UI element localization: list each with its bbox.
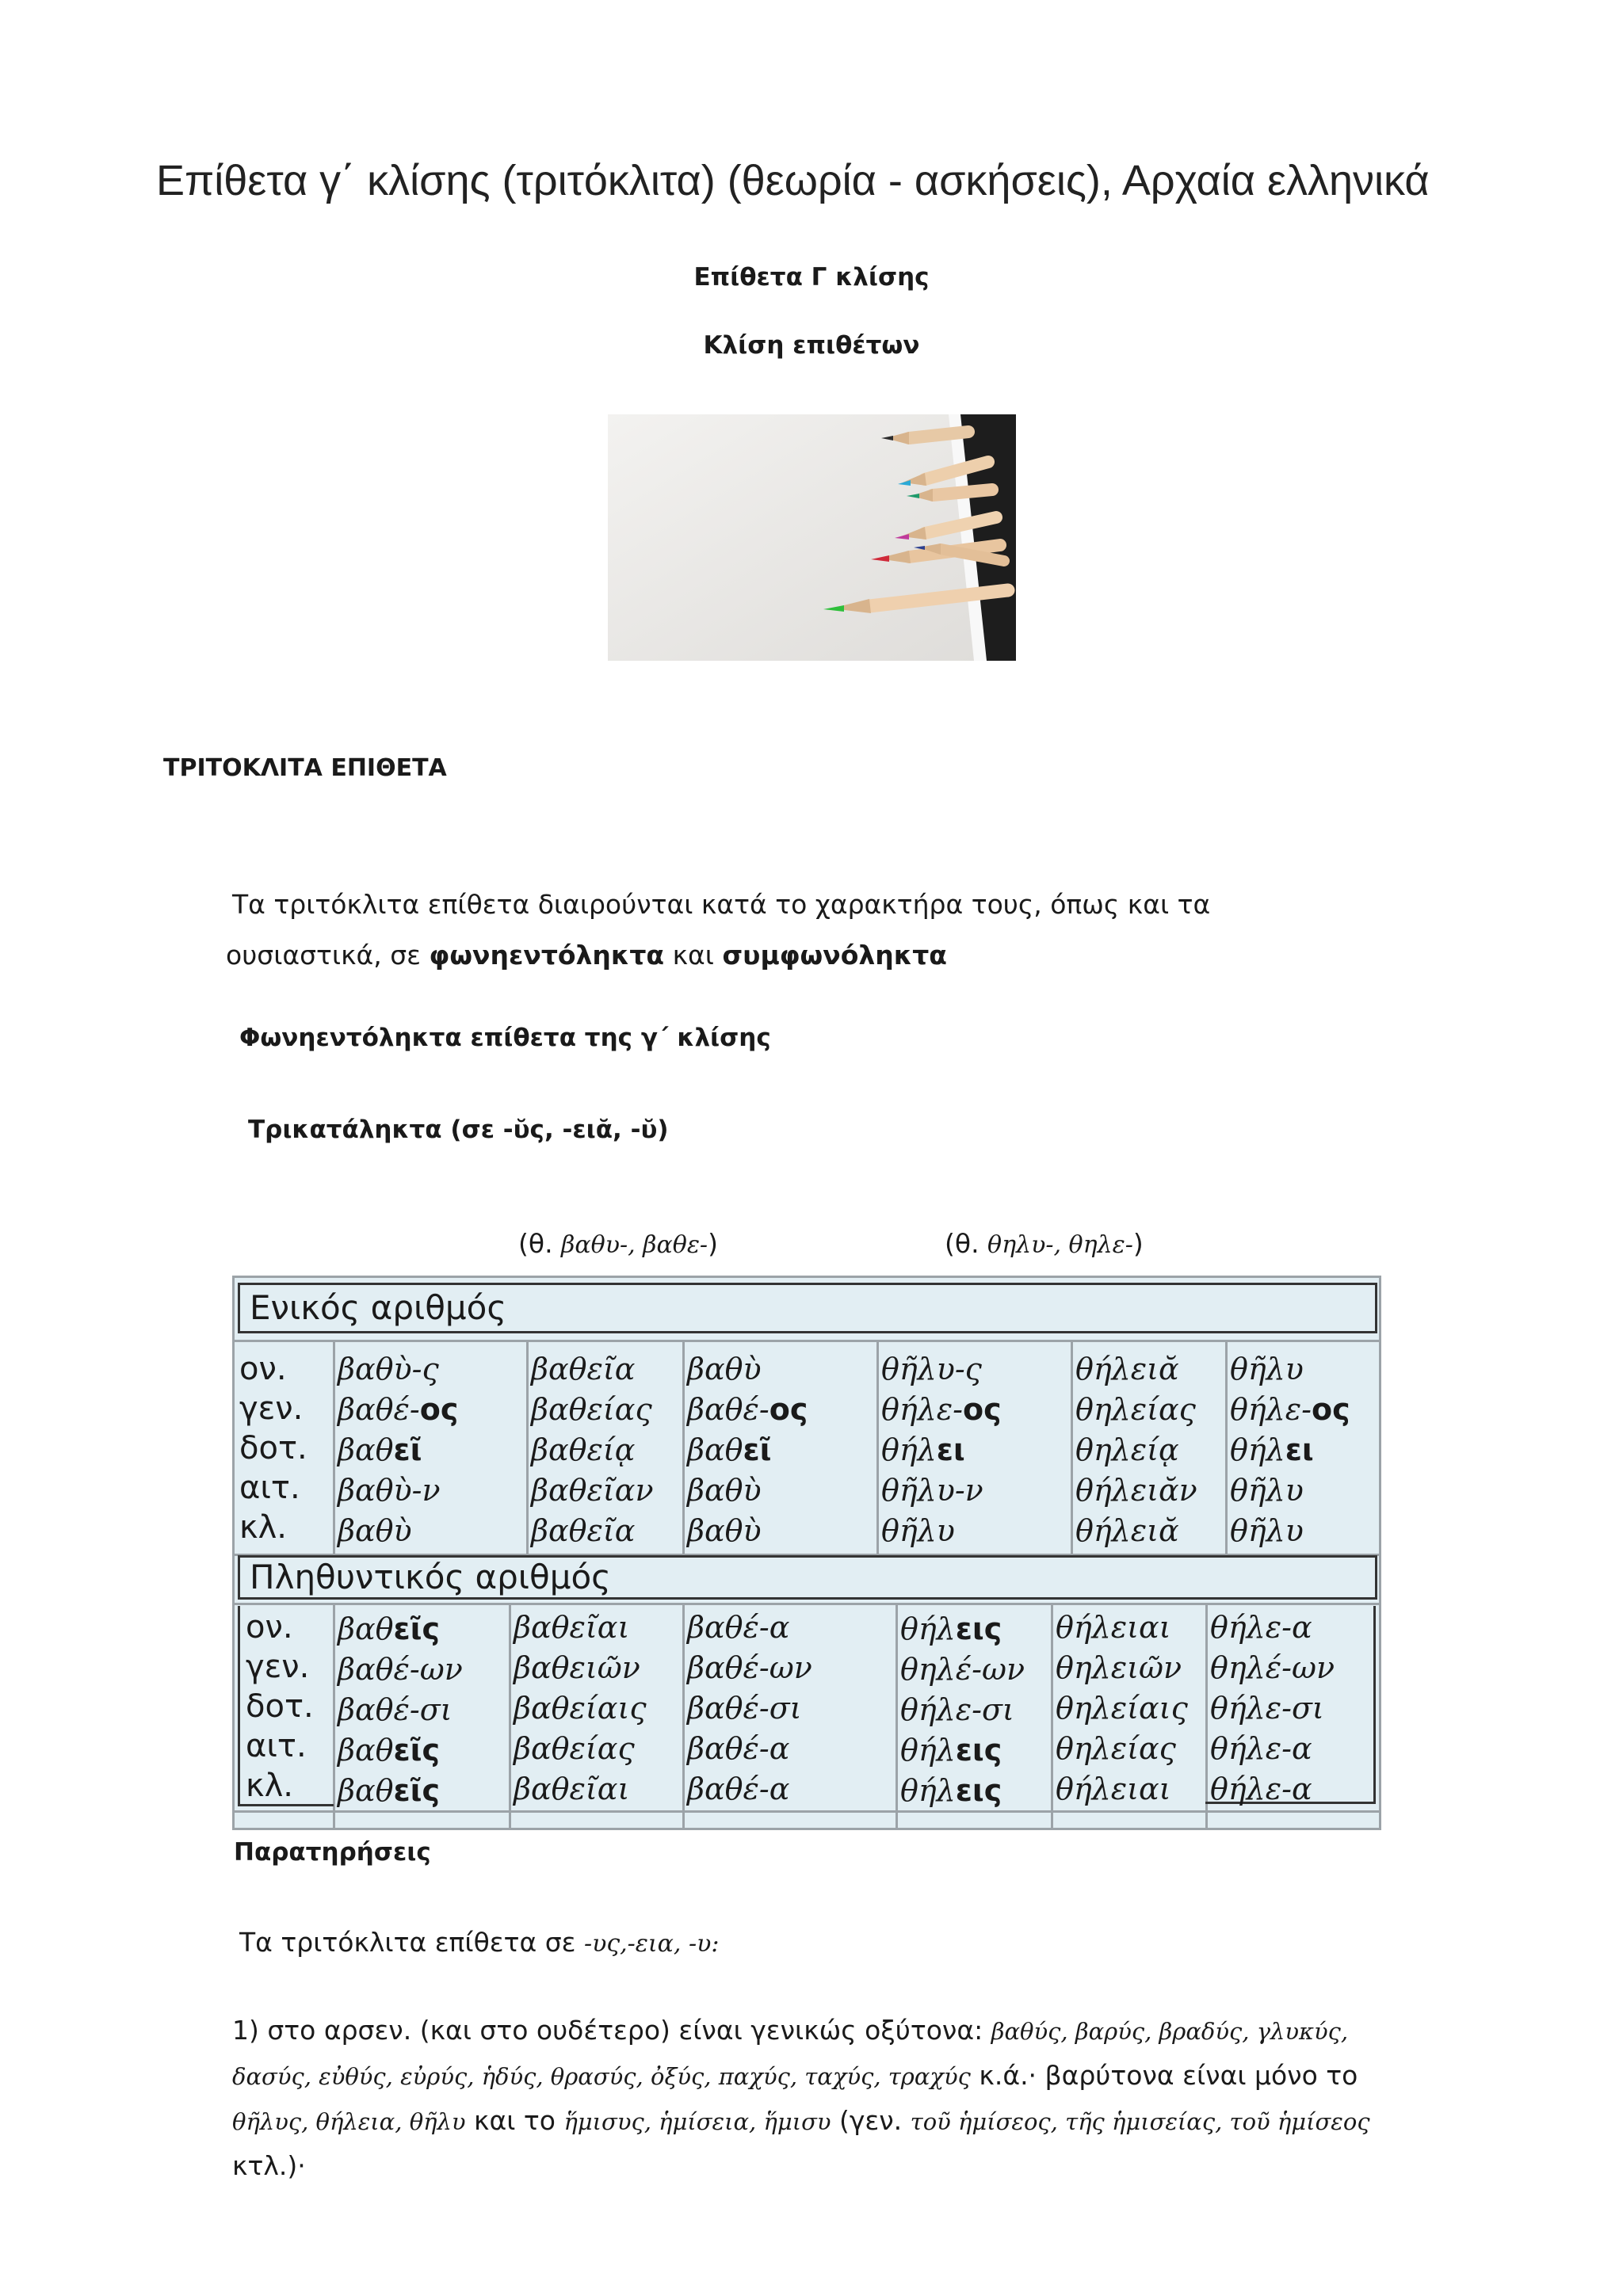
- plural-bathys-feminine: [514, 1608, 647, 1810]
- word-form: θήλειαι: [1056, 1772, 1171, 1806]
- word-form: θηλέ-ων: [900, 1652, 1025, 1687]
- word-form: βαθεῖαι: [514, 1772, 630, 1806]
- stem-suffix: ): [708, 1228, 718, 1259]
- word-form: βαθὺ: [687, 1473, 762, 1508]
- word-form: βαθείας: [531, 1392, 652, 1427]
- obs1-text: (γεν.: [831, 2105, 911, 2136]
- case-label: κλ.: [246, 1768, 293, 1804]
- word-form: θήλε-α: [1210, 1731, 1312, 1766]
- singular-cases: [239, 1349, 307, 1547]
- word-form: θηλείαις: [1056, 1691, 1188, 1726]
- obs1-thelys: θῆλυς, θήλεια, θῆλυ: [232, 2108, 466, 2135]
- word-form: θῆλυ: [1230, 1352, 1304, 1386]
- word-form: θήλεις: [900, 1733, 1002, 1768]
- word-form: θηλειῶν: [1056, 1650, 1182, 1685]
- ending-bold: ει: [936, 1432, 965, 1467]
- word-form: βαθέ-α: [687, 1610, 790, 1645]
- singular-thelys-masculine: [881, 1349, 1002, 1551]
- declension-table: [232, 1276, 1381, 1830]
- word-form: βαθεῖα: [531, 1513, 636, 1548]
- case-label: γεν.: [239, 1390, 304, 1427]
- plural-label: Πληθυντικός αριθμός: [238, 1555, 1377, 1600]
- stem-italic: θηλυ-, θηλε-: [987, 1231, 1133, 1259]
- singular-label: Ενικός αριθμός: [238, 1283, 1377, 1333]
- word-form: βαθέ-α: [687, 1772, 790, 1806]
- plural-thelys-neuter: [1210, 1608, 1335, 1810]
- intro-bold-vowel: φωνηεντόληκτα: [429, 940, 665, 971]
- ending-bold: εῖς: [393, 1773, 440, 1808]
- section-heading: ΤΡΙΤΟΚΛΙΤΑ ΕΠΙΘΕΤΑ: [163, 754, 447, 782]
- word-form: βαθεῖς: [338, 1611, 440, 1646]
- word-form: βαθὺ: [338, 1513, 412, 1548]
- word-form: θῆλυ-ς: [881, 1352, 982, 1386]
- ending-bold: εῖς: [393, 1733, 440, 1768]
- intro-paragraph: [226, 879, 1358, 981]
- word-form: βαθὺ-ς: [338, 1352, 439, 1386]
- obs1-text: κ.ά.· βαρύτονα είναι μόνο το: [970, 2060, 1358, 2091]
- word-form: βαθείας: [514, 1731, 635, 1766]
- word-form: θήλει: [1230, 1432, 1314, 1467]
- singular-bathys-neuter: [687, 1349, 808, 1551]
- subtitle-declension: Κλίση επιθέτων: [703, 331, 920, 360]
- observations-intro: [239, 1927, 719, 1958]
- page-title: Επίθετα γ΄ κλίσης (τριτόκλιτα) (θεωρία - ασκήσεις), Αρχαία ελληνικά: [156, 157, 1430, 204]
- word-form: βαθείᾳ: [531, 1432, 636, 1467]
- word-form: βαθεῖ: [338, 1432, 422, 1467]
- observations-intro-endings: -υς,-εια, -υ:: [583, 1930, 720, 1958]
- subtitle-adjectives: Επίθετα Γ κλίσης: [693, 263, 930, 292]
- singular-bathys-masculine: [338, 1349, 458, 1551]
- ending-bold: ος: [1311, 1392, 1350, 1427]
- intro-text-1: Τα τριτόκλιτα επίθετα διαιρούνται κατά το χαρακτήρα τους, όπως και τα: [232, 889, 1211, 920]
- intro-bold-consonant: συμφωνόληκτα: [722, 940, 947, 971]
- word-form: βαθεῖς: [338, 1773, 440, 1808]
- word-form: βαθεῖα: [531, 1352, 636, 1386]
- ending-bold: εῖ: [393, 1432, 422, 1467]
- word-form: βαθέ-α: [687, 1731, 790, 1766]
- case-label: γεν.: [246, 1649, 310, 1685]
- case-label: ον.: [239, 1351, 287, 1387]
- case-label: δοτ.: [246, 1688, 314, 1725]
- plural-thelys-feminine: [1056, 1608, 1188, 1810]
- ending-bold: ος: [419, 1392, 459, 1427]
- word-form: θήλειᾰ: [1075, 1513, 1179, 1548]
- word-form: θήλε-α: [1210, 1772, 1312, 1806]
- word-form: θηλείας: [1075, 1392, 1196, 1427]
- word-form: βαθέ-σι: [687, 1691, 802, 1726]
- singular-bathys-feminine: [531, 1349, 654, 1551]
- observations-title: Παρατηρήσεις: [234, 1838, 431, 1867]
- colored-pencils-photo: [608, 414, 1016, 661]
- plural-thelys-masculine: [900, 1609, 1025, 1811]
- word-form: βαθειῶν: [514, 1650, 640, 1685]
- intro-text-2: ουσιαστικά, σε: [226, 940, 430, 971]
- word-form: θήλειᾰ: [1075, 1352, 1179, 1386]
- word-form: βαθεῖς: [338, 1733, 440, 1768]
- observations-intro-text: Τα τριτόκλιτα επίθετα σε: [239, 1927, 584, 1958]
- ending-bold: εῖς: [393, 1611, 440, 1646]
- word-form: θηλείας: [1056, 1731, 1176, 1766]
- heading-three-endings: Τρικατάληκτα (σε -ῠς, -ειᾰ, -ῠ): [248, 1116, 669, 1144]
- word-form: βαθὺ-ν: [338, 1473, 441, 1508]
- obs1-genitive: τοῦ ἡμίσεος, τῆς ἡμισείας, τοῦ ἡμίσεος: [910, 2108, 1370, 2135]
- plural-bathys-neuter: [687, 1608, 812, 1810]
- word-form: βαθέ-ων: [338, 1652, 463, 1687]
- obs1-text: κτλ.)·: [232, 2150, 306, 2181]
- singular-thelys-feminine: [1075, 1349, 1197, 1551]
- word-form: θήλε-α: [1210, 1610, 1312, 1645]
- plural-cases: [246, 1608, 314, 1806]
- ending-bold: εις: [955, 1773, 1002, 1808]
- word-form: θήλεις: [900, 1773, 1002, 1808]
- word-form: θῆλυ: [881, 1513, 955, 1548]
- word-form: βαθὺ: [687, 1513, 762, 1548]
- word-form: θήλε-σι: [900, 1692, 1014, 1727]
- singular-thelys-neuter: [1230, 1349, 1350, 1551]
- word-form: θῆλυ: [1230, 1513, 1304, 1548]
- case-label: αιτ.: [246, 1728, 307, 1764]
- word-form: βαθεῖαν: [531, 1473, 654, 1508]
- obs1-text: και το: [465, 2105, 564, 2136]
- word-form: θηλέ-ων: [1210, 1650, 1335, 1685]
- ending-bold: ος: [769, 1392, 808, 1427]
- word-form: θήλειαι: [1056, 1610, 1171, 1645]
- word-form: θῆλυ: [1230, 1473, 1304, 1508]
- word-form: θήλε-ος: [881, 1392, 1002, 1427]
- observation-1: [232, 2008, 1397, 2188]
- stem-bathys: [518, 1228, 718, 1259]
- word-form: βαθεῖ: [687, 1432, 772, 1467]
- case-label: αιτ.: [239, 1470, 300, 1506]
- word-form: θηλείᾳ: [1075, 1432, 1179, 1467]
- intro-text-3: και: [664, 940, 723, 971]
- ending-bold: ος: [962, 1392, 1002, 1427]
- word-form: βαθεῖαι: [514, 1610, 630, 1645]
- heading-vowel-ending: Φωνηεντόληκτα επίθετα της γ΄ κλίσης: [239, 1024, 771, 1052]
- intro-line-2: [226, 930, 1358, 981]
- word-form: θῆλυ-ν: [881, 1473, 983, 1508]
- stem-thelys: [945, 1228, 1144, 1259]
- word-form: θήλε-σι: [1210, 1691, 1324, 1726]
- word-form: βαθέ-σι: [338, 1692, 453, 1727]
- word-form: βαθέ-ος: [687, 1392, 808, 1427]
- ending-bold: εῖ: [743, 1432, 772, 1467]
- stem-suffix: ): [1132, 1228, 1144, 1259]
- word-form: θήλε-ος: [1230, 1392, 1350, 1427]
- case-label: κλ.: [239, 1509, 287, 1546]
- word-form: θήλειᾰν: [1075, 1473, 1197, 1508]
- word-form: βαθέ-ος: [338, 1392, 459, 1427]
- stem-prefix: (θ.: [945, 1228, 988, 1259]
- obs1-examples: βαθύς, βαρύς, βραδύς, γλυκύς, δασύς, εὐθύς, εὐρύς, ἡδύς, θρασύς, ὀξύς, παχύς, ταχύς, τραχύς: [232, 2018, 1349, 2090]
- stem-italic: βαθυ-, βαθε-: [561, 1231, 708, 1259]
- word-form: βαθείαις: [514, 1691, 647, 1726]
- plural-bathys-masculine: [338, 1609, 463, 1811]
- case-label: ον.: [246, 1609, 293, 1646]
- word-form: θήλει: [881, 1432, 965, 1467]
- stem-prefix: (θ.: [518, 1228, 562, 1259]
- word-form: βαθὺ: [687, 1352, 762, 1386]
- word-form: θήλεις: [900, 1611, 1002, 1646]
- word-form: βαθέ-ων: [687, 1650, 812, 1685]
- ending-bold: εις: [955, 1611, 1002, 1646]
- case-label: δοτ.: [239, 1430, 307, 1466]
- obs1-text: 1) στο αρσεν. (και στο ουδέτερο) είναι γενικώς οξύτονα:: [232, 2015, 991, 2046]
- ending-bold: ει: [1285, 1432, 1314, 1467]
- ending-bold: εις: [955, 1733, 1002, 1768]
- obs1-hemisys: ἥμισυς, ἡμίσεια, ἥμισυ: [563, 2108, 831, 2135]
